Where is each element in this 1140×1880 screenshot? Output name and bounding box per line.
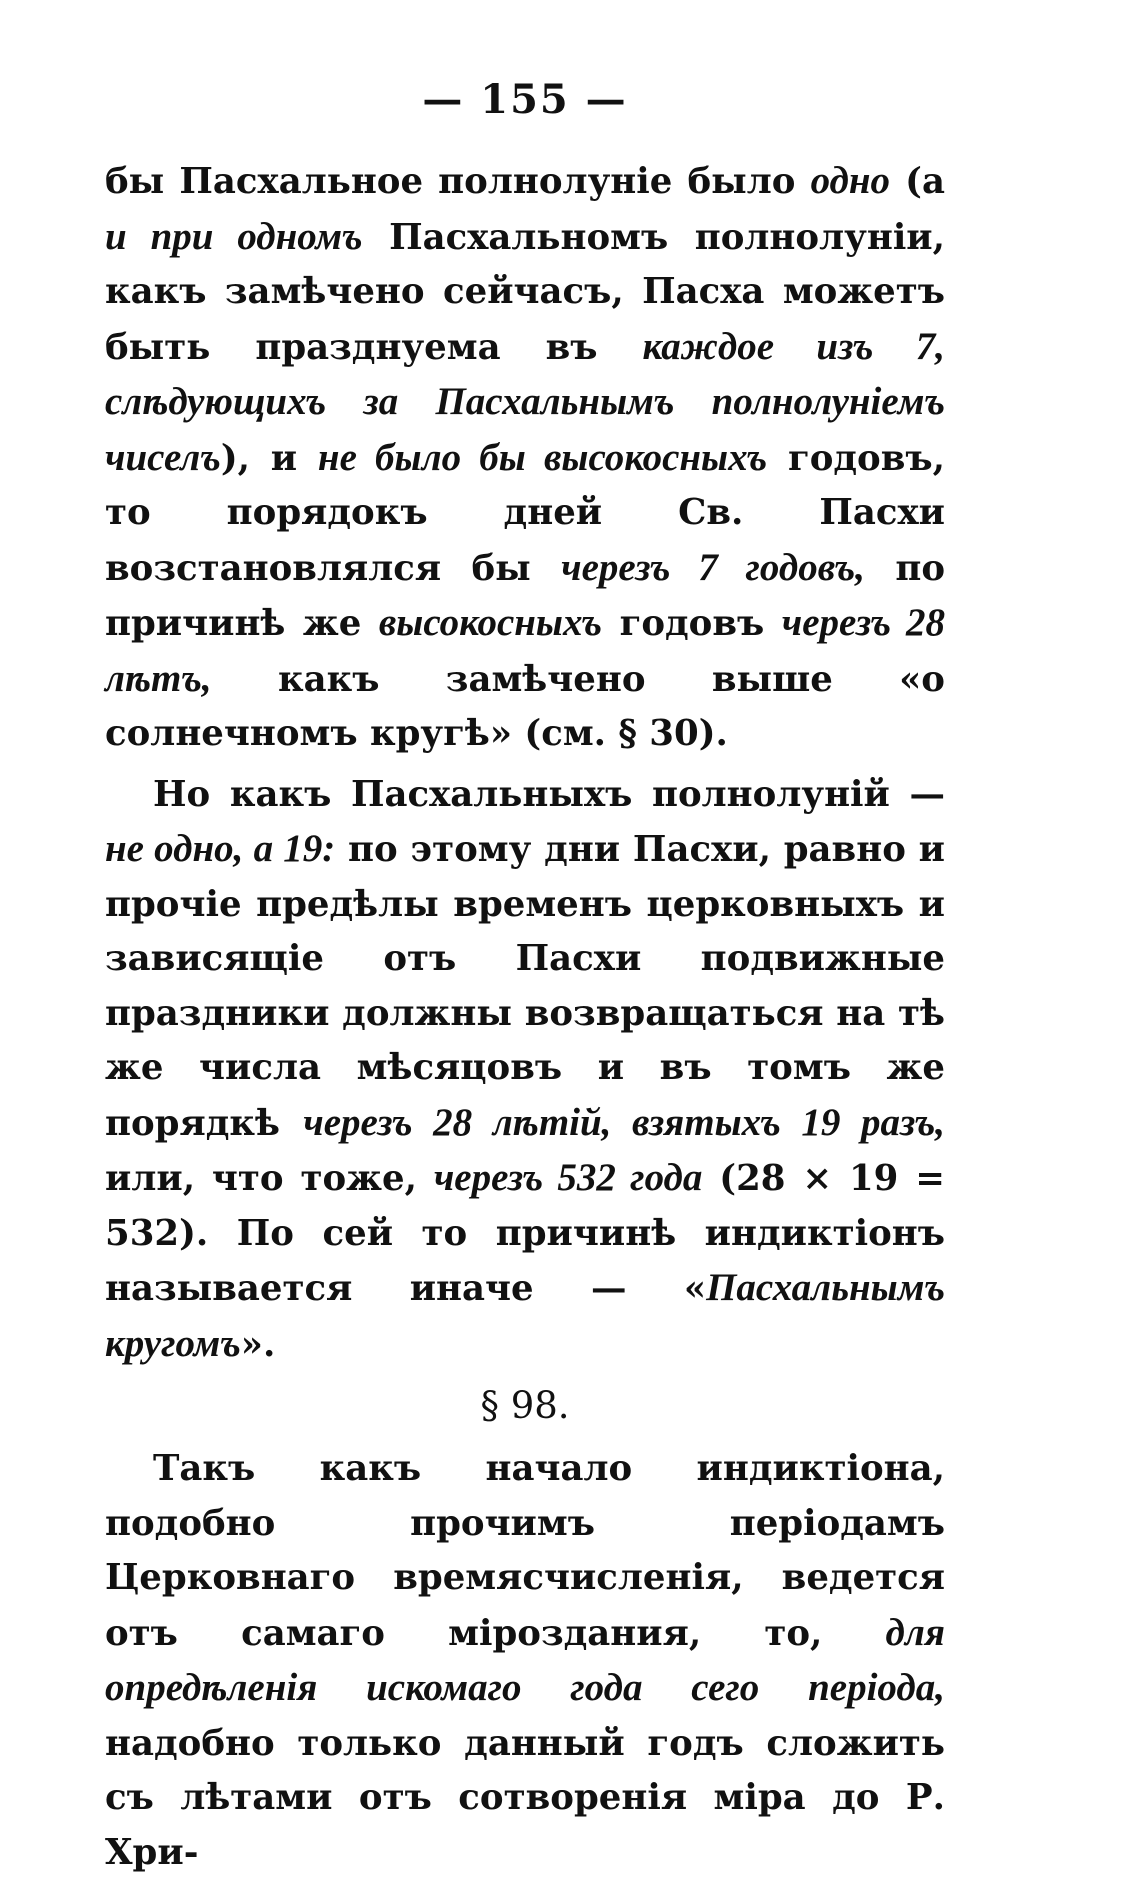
text-run: Такъ какъ начало индиктіона, подобно прочимъ періодамъ Церковнаго времясчисленія, ведется отъ самаго міроздания, то, [105,1448,945,1654]
text-run: ». [240,1323,276,1365]
paragraph-3 [105,1442,945,1880]
text-run: какъ замѣчено выше «о солнечномъ кругѣ» (см. § 30). [105,658,945,754]
italic-run: высокосныхъ [378,601,603,644]
text-run: Но какъ Пасхальныхъ полнолуній — [153,773,945,815]
text-run: годовъ, то порядокъ дней Св. Пасхи возстановлялся бы [105,437,945,589]
paragraph-1 [105,154,945,762]
text-run: годовъ [602,603,782,644]
italic-run: и при одномъ [105,214,363,258]
text-run: по этому дни Пасхи, равно и прочіе предѣлы временъ церковныхъ и зависящіе отъ Пасхи подвижные праздники должны возвращаться на тѣ же числа мѣсяцовъ и въ томъ же порядкѣ [105,829,945,1144]
section-heading: § 98. [480,1384,570,1427]
text-run: ), и [220,437,318,479]
italic-run: черезъ 28 лѣтъ, [105,601,945,700]
italic-run: для опредѣленія искомаго года сего періода, [105,1610,945,1709]
book-page [105,70,945,1880]
paragraph-2 [105,768,945,1373]
italic-run: черезъ 28 лѣтій, взятыхъ 19 разъ, [303,1100,945,1144]
text-run: или, что тоже, [105,1158,434,1199]
italic-run: каждое изъ 7, слѣдующихъ за Пасхальнымъ полнолуніемъ чиселъ [105,324,945,479]
text-run: (28 × 19 = 532). По сей то причинѣ индиктіонъ называется иначе — « [105,1158,945,1309]
text-run: Пасхальномъ полнолуніи, какъ замѣчено сейчасъ, Пасха можетъ быть празднуема въ [105,216,945,368]
text-run: по причинѣ же [105,547,946,644]
italic-run: черезъ 532 года [433,1156,703,1199]
italic-run: черезъ 7 годовъ, [561,545,865,589]
text-run: надобно только данный годъ сложить съ лѣтами отъ сотворенія міра до Р. Хри- [105,1722,945,1873]
page-number: — 155 — [422,76,628,123]
italic-run: одно [810,159,891,202]
text-run: (а [890,161,945,202]
italic-run: не одно, а 19: [105,827,336,870]
italic-run: Пасхальнымъ кругомъ [105,1266,945,1365]
italic-run: не было бы высокосныхъ [317,435,768,479]
text-run: бы Пасхальное полнолуніе было [105,161,811,202]
